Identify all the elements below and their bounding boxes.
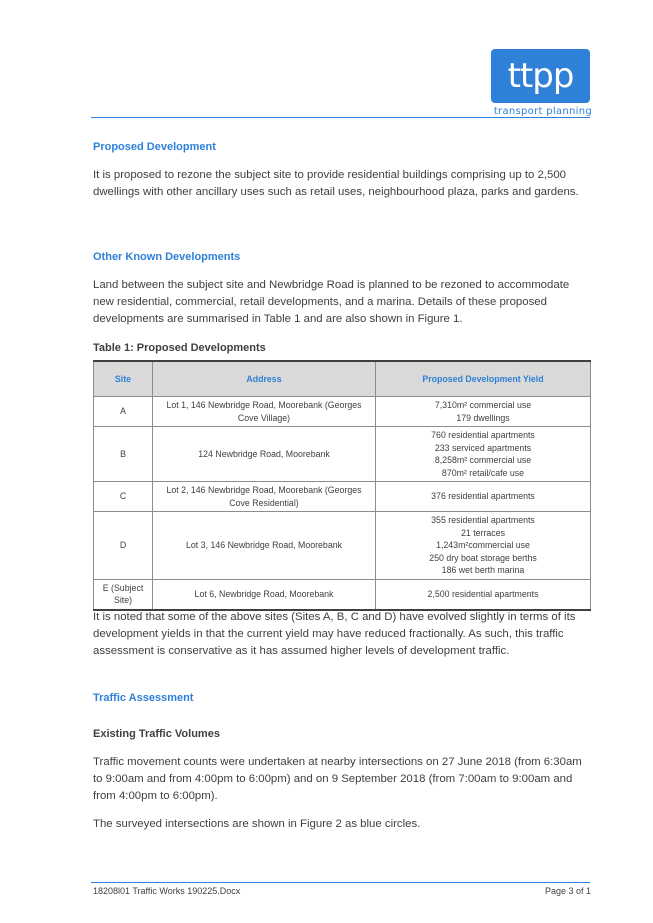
logo-mark: ttpp: [507, 56, 574, 96]
yield-cell: [376, 512, 591, 580]
footer-page-number: Page 3 of 1: [544, 886, 591, 896]
yield-line: 355 residential apartments: [431, 515, 535, 525]
address-cell: Lot 3, 146 Newbridge Road, Moorebank: [153, 512, 376, 580]
yield-line: 21 terraces: [460, 527, 505, 538]
surveyed-intersections-paragraph: The surveyed intersections are shown in Figure 2 as blue circles.: [93, 818, 421, 830]
yield-cell: [376, 427, 591, 482]
address-cell: Lot 2, 146 Newbridge Road, Moorebank (Georges Cove Residential): [153, 482, 376, 512]
traffic-counts-paragraph: Traffic movement counts were undertaken at nearby intersections on 27 June 2018 (from 6:30am to 9:00am and from 4:00pm to 6:00pm) and on 9 September 2018 (from 7:00am to 9:00am and from 4:00pm to 6:00pm).: [93, 756, 582, 802]
yield-line: 8,258m² commercial use: [434, 455, 532, 465]
ttpp-logo: [491, 49, 590, 103]
developments-table: [93, 360, 591, 611]
other-developments-heading: Other Known Developments: [93, 251, 241, 263]
address-cell: 124 Newbridge Road, Moorebank: [153, 427, 376, 482]
yield-line: 179 dwellings: [456, 412, 510, 423]
yield-line: 760 residential apartments: [431, 430, 535, 440]
yield-line: 870m² retail/cafe use: [441, 467, 525, 478]
yield-cell: [376, 579, 591, 610]
address-cell: Lot 6, Newbridge Road, Moorebank: [153, 579, 376, 610]
site-cell: A: [94, 397, 153, 427]
yield-line: 233 serviced apartments: [434, 442, 532, 453]
other-developments-body: Land between the subject site and Newbridge Road is planned to be rezoned to accommodate new residential, commercial, retail developments, and a marina. Details of these proposed developments are summarised in Table 1 and are also shown in Figure 1.: [93, 279, 570, 325]
table-row: [94, 482, 591, 512]
yield-line: 376 residential apartments: [431, 491, 535, 502]
yield-cell: [376, 482, 591, 512]
yield-line: 7,310m² commercial use: [434, 400, 532, 410]
yield-line: 1,243m²commercial use: [436, 540, 530, 550]
existing-traffic-volumes-heading: Existing Traffic Volumes: [93, 728, 220, 740]
table-note-paragraph: It is noted that some of the above sites (Sites A, B, C and D) have evolved slightly in terms of its development yields in that the current yield may have reduced fractionally. As such, this traffic assessment is conservative as it has assumed higher levels of development traffic.: [93, 611, 576, 657]
header-address: Address: [153, 361, 376, 397]
header-yield: Proposed Development Yield: [376, 361, 591, 397]
yield-line: 186 wet berth marina: [441, 565, 525, 575]
proposed-development-heading: Proposed Development: [93, 141, 216, 153]
table-row: [94, 579, 591, 610]
address-cell: Lot 1, 146 Newbridge Road, Moorebank (Georges Cove Village): [153, 397, 376, 427]
site-cell: C: [94, 482, 153, 512]
yield-cell: [376, 397, 591, 427]
traffic-assessment-heading: Traffic Assessment: [93, 692, 194, 704]
logo-tagline: transport planning: [493, 106, 592, 117]
table-header-row: [94, 361, 591, 397]
header-divider: [91, 117, 590, 118]
header-site: Site: [94, 361, 153, 397]
yield-line: 2,500 residential apartments: [427, 588, 539, 599]
site-cell: D: [94, 512, 153, 580]
site-cell: B: [94, 427, 153, 482]
table-row: [94, 397, 591, 427]
table-caption: Table 1: Proposed Developments: [93, 342, 266, 354]
footer-divider: [91, 882, 590, 883]
proposed-development-body: It is proposed to rezone the subject site to provide residential buildings comprising up to 2,500 dwellings with other ancillary uses such as retail uses, neighbourhood plaza, parks and gardens.: [93, 169, 579, 198]
yield-line: 250 dry boat storage berths: [429, 552, 537, 563]
table-row: [94, 512, 591, 580]
table-row: [94, 427, 591, 482]
site-cell: E (Subject Site): [94, 579, 153, 610]
footer-filename: 18208l01 Traffic Works 190225.Docx: [93, 886, 241, 896]
